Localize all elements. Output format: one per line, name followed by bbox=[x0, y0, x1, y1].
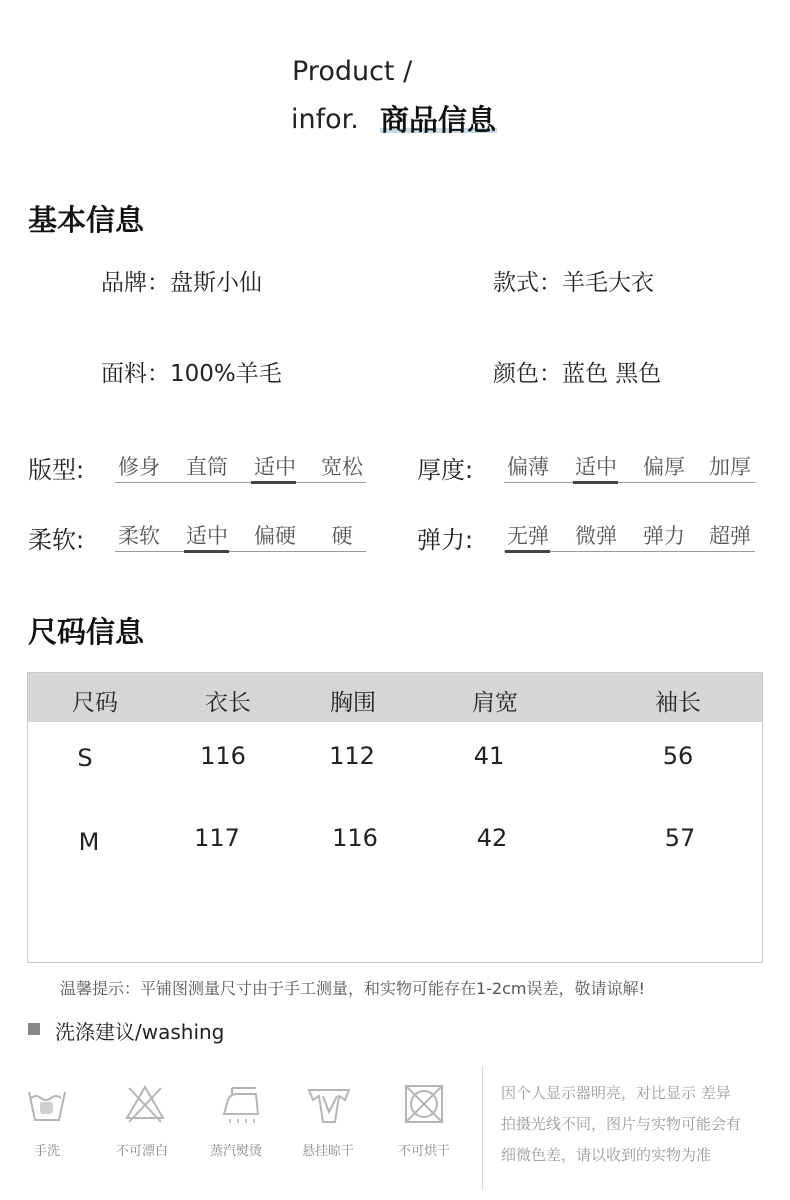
icon-caption: 不可烘干 bbox=[397, 1144, 450, 1159]
color-line: 颜色：蓝色 黑色 bbox=[493, 361, 662, 387]
icon-caption: 蒸汽熨烫 bbox=[209, 1144, 262, 1159]
size-table-header-cell: 衣长 bbox=[205, 690, 251, 716]
attr-option: 弹力 bbox=[643, 524, 685, 548]
size-table-cell: 41 bbox=[473, 742, 505, 770]
hang-dry-icon bbox=[305, 1082, 353, 1126]
attr-option: 适中 bbox=[186, 524, 228, 548]
size-table-header-cell: 肩宽 bbox=[472, 690, 518, 716]
size-table-cell: 57 bbox=[664, 824, 696, 852]
attr-selected-marker bbox=[505, 550, 550, 553]
disclaimer-line: 细微色差，请以收到的实物为准 bbox=[501, 1146, 712, 1164]
attr-option: 适中 bbox=[254, 455, 296, 479]
attr-option: 偏薄 bbox=[507, 455, 549, 479]
size-info-title: 尺码信息 bbox=[28, 615, 145, 649]
size-table-header-cell: 尺码 bbox=[72, 690, 118, 716]
disclaimer-line: 因个人显示器明亮，对比显示 差异 bbox=[501, 1084, 731, 1102]
steam-iron-icon bbox=[218, 1082, 266, 1126]
brand-line: 品牌：盘斯小仙 bbox=[101, 270, 262, 296]
attr-option: 偏硬 bbox=[254, 524, 296, 548]
attr-option: 超弹 bbox=[709, 524, 751, 548]
header-title-cn: 商品信息 bbox=[380, 103, 497, 137]
attr-rule bbox=[115, 551, 366, 552]
attr-label-fit: 版型: bbox=[28, 456, 85, 484]
size-table-header-cell: 袖长 bbox=[655, 690, 701, 716]
attr-rule bbox=[115, 482, 366, 483]
size-table-cell: M bbox=[78, 828, 100, 856]
attr-option: 微弹 bbox=[575, 524, 617, 548]
disclaimer-line: 拍摄光线不同，图片与实物可能会有 bbox=[501, 1115, 742, 1133]
attr-label-thickness: 厚度: bbox=[417, 456, 474, 484]
attr-rule bbox=[504, 482, 755, 483]
attr-selected-marker bbox=[184, 550, 229, 553]
no-bleach-icon bbox=[123, 1082, 167, 1126]
attr-option: 修身 bbox=[118, 455, 160, 479]
attr-option: 无弹 bbox=[507, 524, 549, 548]
attr-selected-marker bbox=[573, 481, 618, 484]
icon-caption: 手洗 bbox=[33, 1144, 60, 1159]
basic-info-title: 基本信息 bbox=[28, 203, 145, 237]
size-table-cell: 112 bbox=[329, 742, 375, 770]
size-table-cell: 56 bbox=[662, 742, 694, 770]
size-table-cell: 116 bbox=[332, 824, 378, 852]
material-line: 面料：100%羊毛 bbox=[101, 361, 282, 387]
attr-option: 宽松 bbox=[321, 455, 363, 479]
attr-option: 加厚 bbox=[709, 455, 751, 479]
disclaimer bbox=[501, 1078, 741, 1171]
size-table-cell: 42 bbox=[476, 824, 508, 852]
header-title-en-line2: infor. bbox=[291, 104, 359, 135]
attr-option: 柔软 bbox=[118, 524, 160, 548]
size-table-cell: 117 bbox=[194, 824, 240, 852]
size-table-cell: S bbox=[77, 744, 93, 772]
washing-bullet bbox=[28, 1023, 40, 1035]
style-line: 款式：羊毛大衣 bbox=[493, 270, 654, 296]
icon-caption: 不可漂白 bbox=[115, 1144, 168, 1159]
size-table-header-cell: 胸围 bbox=[330, 690, 376, 716]
attr-label-softness: 柔软: bbox=[28, 526, 85, 554]
attr-selected-marker bbox=[251, 481, 296, 484]
attr-option: 直筒 bbox=[186, 455, 228, 479]
icon-caption: 悬挂晾干 bbox=[301, 1144, 354, 1159]
no-tumble-dry-icon bbox=[402, 1082, 446, 1126]
hand-wash-icon bbox=[25, 1082, 69, 1126]
header-title-en-line1: Product / bbox=[292, 56, 413, 87]
attr-label-elasticity: 弹力: bbox=[417, 526, 474, 554]
washing-title: 洗涤建议/washing bbox=[55, 1020, 225, 1044]
attr-option: 适中 bbox=[575, 455, 617, 479]
size-table-cell: 116 bbox=[200, 742, 246, 770]
attr-option: 硬 bbox=[331, 524, 353, 548]
divider bbox=[482, 1066, 483, 1190]
attr-option: 偏厚 bbox=[643, 455, 685, 479]
size-note: 温馨提示：平铺图测量尺寸由于手工测量，和实物可能存在1-2cm误差，敬请谅解! bbox=[60, 979, 645, 998]
